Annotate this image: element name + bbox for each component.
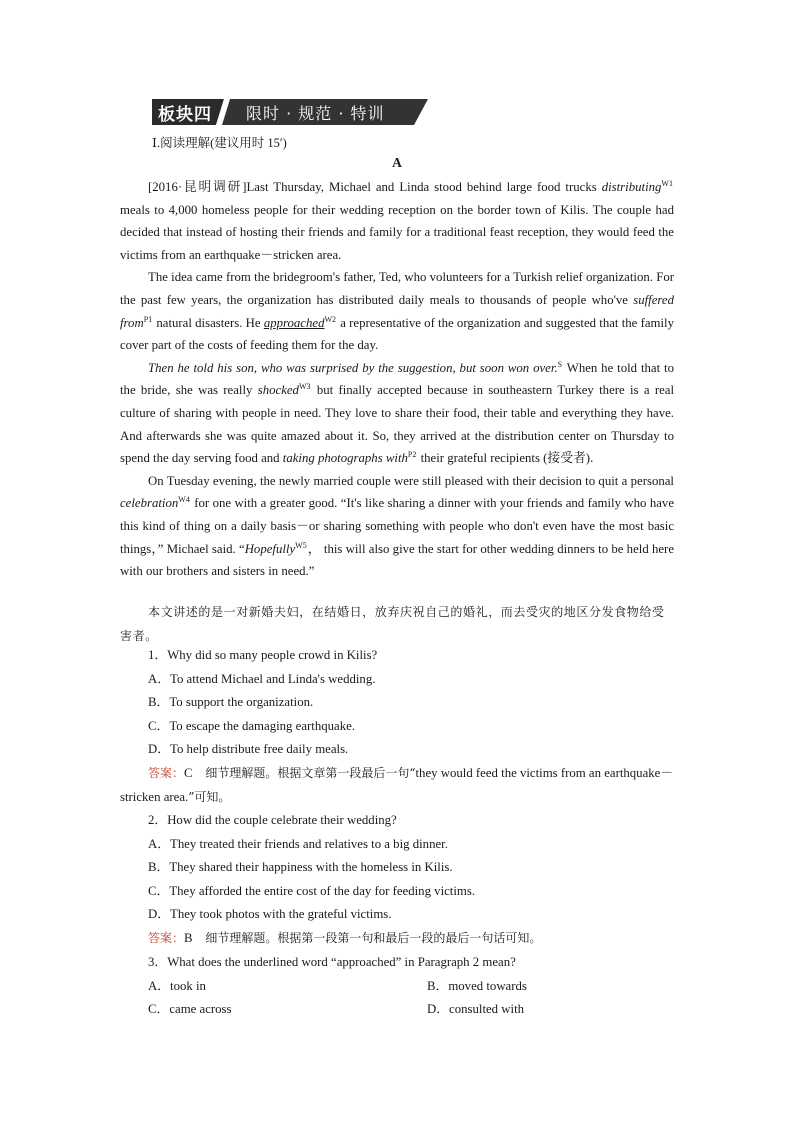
option-d: D．To help distribute free daily meals.	[148, 742, 349, 757]
options-row	[120, 975, 674, 999]
banner-title: 板块四	[158, 105, 212, 125]
question-2	[120, 809, 674, 951]
paragraph-1: [2016·昆明调研]Last Thursday, Michael and Linda stood behind large food trucks distributing$^{W1}$ meals to 4,000 homeless people for their wedding reception on the border town of Kilis. The couple had decided that instead of hosting their friends and family for a traditional feast reception, they would feed the victims from an earthquake－stricken area.	[120, 179, 674, 262]
option-a: A．took in	[148, 978, 206, 993]
paragraph-2: The idea came from the bridegroom's father, Ted, who volunteers for a Turkish relief organization. For the past few years, the organization has distributed daily meals to thousands of people who've suffered from$^{P1}$ natural disasters. He approached$^{W2}$ a representative of the organization and suggested that the family cover part of the costs of feeding them for the day.	[120, 270, 674, 353]
vocab-w1: distributing	[601, 180, 662, 194]
vocab-w4: celebration	[120, 496, 179, 511]
question-3	[120, 951, 674, 1022]
question-1	[120, 644, 674, 809]
option-d: D．consulted with	[427, 1002, 525, 1017]
question-stem: 1．Why did so many people crowd in Kilis?	[148, 648, 378, 662]
vocab-w5: Hopefully	[244, 541, 296, 556]
paragraph-3: Then he told his son, who was surprised by the suggestion, but soon won over.$^S$ When he told that to the bride, she was really shocked$^{W3}$ but finally accepted because in southeastern Turkey there is a real culture of sharing with people in need. They love to share their food, their table and everything they have. And afterwards she was quite amazed about it. So, they arrived at the distribution center on Thursday to spend the day serving food and taking photographs with$^{P2}$ their grateful recipients (接受者).	[120, 359, 674, 466]
option-b: B．They shared their happiness with the homeless in Kilis.	[148, 860, 453, 875]
vocab-w2: approached	[263, 315, 325, 330]
option-c: C．They afforded the entire cost of the day for feeding victims.	[148, 883, 476, 898]
answer-key: C	[184, 765, 193, 780]
vocab-w3: shocked	[257, 383, 299, 398]
option-c: C．To escape the damaging earthquake.	[148, 718, 355, 733]
banner-subtitle: 限时 · 规范 · 特训	[246, 104, 385, 123]
phrase-p1: suffered from	[120, 292, 674, 330]
answer-label: 答案：	[148, 765, 185, 780]
answer-explanation: 答案：B 细节理解题。根据第一段第一句和最后一段的最后一句话可知。	[148, 930, 542, 945]
option-b: B．To support the organization.	[148, 695, 314, 710]
passage-summary: 本文讲述的是一对新婚夫妇，在结婚日，放弃庆祝自己的婚礼，而去受灾的地区分发食物给受害者。	[120, 605, 665, 643]
option-c: C．came across	[148, 1002, 232, 1017]
answer-key: B	[184, 930, 193, 945]
sentence-s: Then he told his son, who was surprised by the suggestion, but soon won over.	[148, 360, 558, 375]
part-letter: A	[392, 155, 402, 170]
option-a: A．They treated their friends and relatives to a big dinner.	[148, 836, 448, 851]
option-a: A．To attend Michael and Linda's wedding.	[148, 671, 376, 686]
section-label: Ⅰ.阅读理解(建议用时 15′)	[152, 136, 287, 150]
answer-label: 答案：	[148, 930, 185, 945]
option-b: B．moved towards	[427, 978, 527, 993]
options-row	[120, 998, 674, 1022]
phrase-p2: taking photographs with	[282, 451, 408, 466]
question-stem: 2．How did the couple celebrate their wedding?	[148, 813, 397, 827]
paragraph-4: On Tuesday evening, the newly married couple were still pleased with their decision to quit a personal celebration$^{W4}$ for one with a greater good. “It's like sharing a dinner with your friends and family who have this kind of thing on a daily basis－or sharing something with people who don't even have the most basic things，” Michael said. “Hopefully$^{W5}$， this will also give the start for other wedding dinners to be held here with our brothers and sisters in need.”	[120, 473, 674, 579]
answer-explanation: 答案：C 细节理解题。根据文章第一段最后一句“they would feed the victims from an earthquake－stricken area.”可知。	[120, 765, 674, 804]
source-tag: [2016·昆明调研]	[148, 180, 247, 194]
option-d: D．They took photos with the grateful victims.	[148, 907, 392, 922]
reading-passage	[120, 176, 674, 583]
section-banner	[152, 99, 428, 125]
question-stem: 3．What does the underlined word “approached” in Paragraph 2 mean?	[148, 955, 516, 969]
